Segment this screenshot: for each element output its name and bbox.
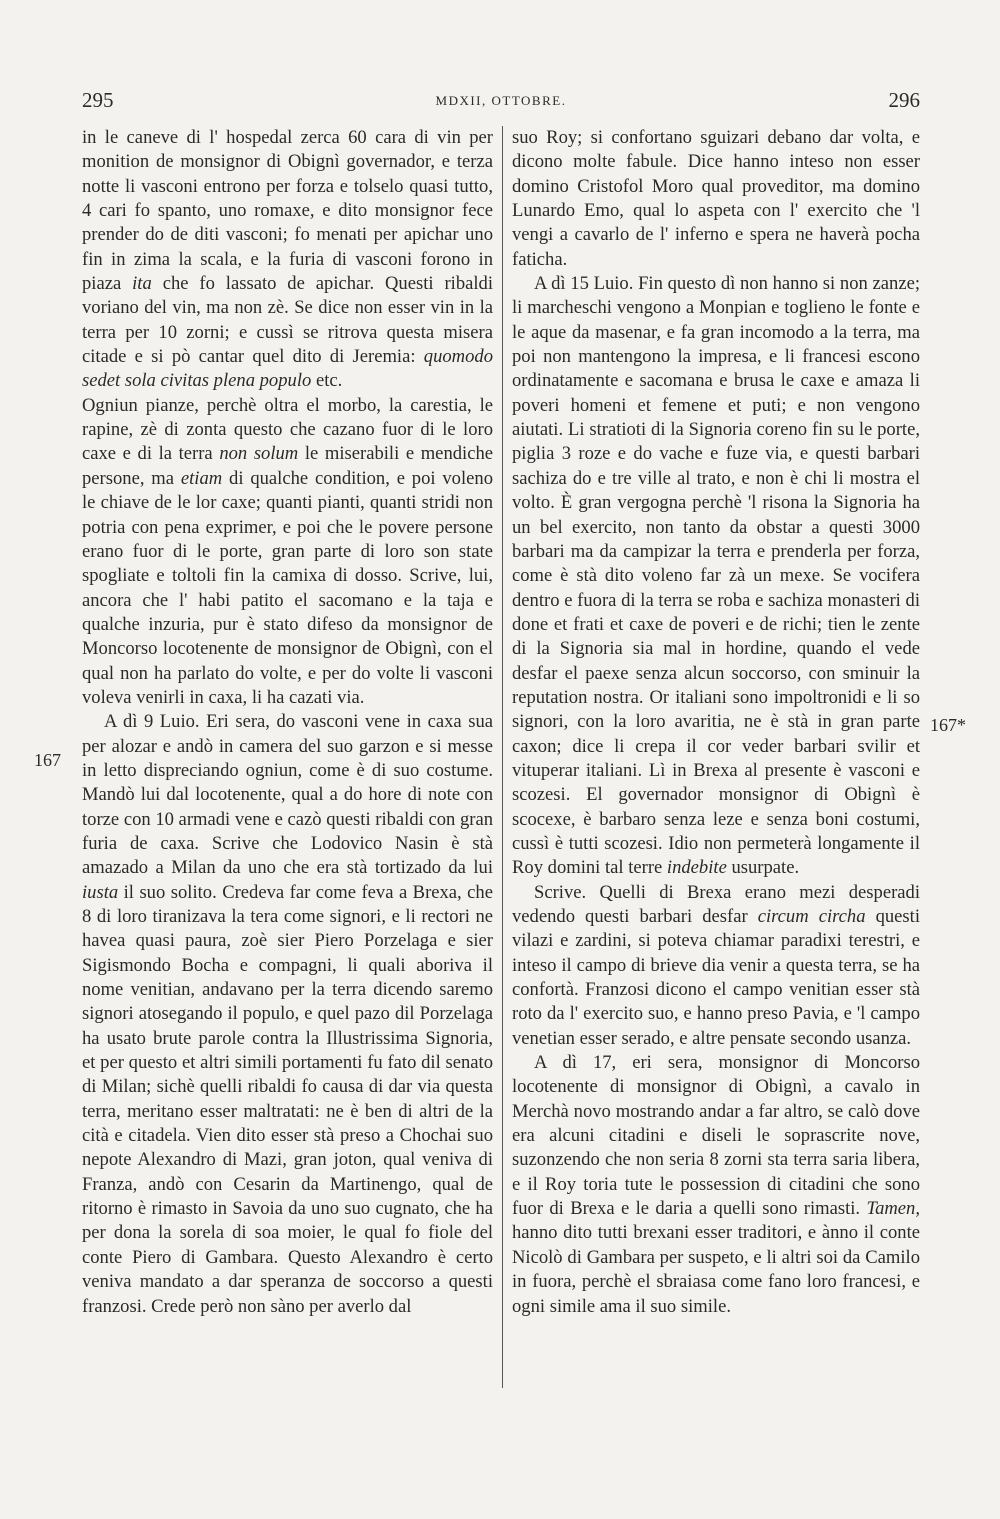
italic-text: Tamen, [866, 1198, 920, 1220]
right-page-number: 296 [888, 88, 920, 112]
left-page-number: 295 [82, 88, 114, 112]
paragraph [512, 881, 920, 1051]
text-run: Ogniun pianze, perchè oltra el morbo, la carestia, le rapine, zè di zonta questo che cazano fuor di le loro caxe e di la terra [82, 394, 493, 465]
text-run: hanno dito tutti brexani esser traditori, e ànno il conte Nicolò di Gambara per suspeto, e li altri soi da Camilo in fuora, perchè el sbraiasa come fano loro francesi, e ogni simile ama il suo simile. [512, 1222, 920, 1317]
paragraph [512, 1051, 920, 1319]
right-column [512, 126, 920, 1319]
page-header [82, 88, 920, 116]
italic-text: non solum [219, 443, 299, 465]
text-run: in le caneve di l' hospedal zerca 60 cara di vin per monition de monsignor di Obignì governador, e terza notte li vasconi entrono per forza e tolselo quasi tutto, 4 cari fo spanto, uno romaxe, e dito monsignor fece prender do de diti vasconi; fo menati per apichar uno fin in zima la scala, e la furia di vasconi forono in piaza [82, 127, 493, 295]
running-title: MDXII, OTTOBRE. [435, 93, 567, 108]
text-run: A dì 9 Luio. Eri sera, do vasconi vene in caxa sua per alozar e andò in camera del suo garzon e si messe in letto dispreciando ogniun, come è di suo costume. Mandò lui dal locotenente, qual a do hore di note con torze con 10 armadi vene e cazò questi ribaldi con gran furia de caxa. Scrive che Lodovico Nasin è stà amazado a Milan da uno che era stà tortizado da lui [82, 711, 493, 879]
text-run: di qualche condition, e poi voleno le chiave de le lor caxe; quanti pianti, quanti stridi non potria con pena exprimer, e poi che le povere persone erano fuor di le porte, gran parte di loro son state spogliate e toltoli fin la camixa di dosso. Scrive, lui, ancora che l' habi patito el sacomano e la taja e qualche inzuria, pur è stato difeso da monsignor de Moncorso locotenente de monsignor de Obignì, con el qual non ha parlato do volte, e per do volte li vasconi voleva venirli in caxa, li ha cazati via. [82, 467, 493, 708]
text-run: il suo solito. Credeva far come feva a Brexa, che 8 di loro tiranizava la tera come signori, e li rectori ne havea quasi paura, zoè sier Piero Porzelaga e sier Sigismondo Bocha e compagni, li quali aboriva il nome venitian, andavano per la terra dicendo saremo signori atosegando il populo, e quel pazo dil Porzelaga ha usato brute parole contra la Illustrissima Signoria, et per questo et altri simili portamenti fu fato dil senato di Milan; sichè quelli ribaldi fo causa di dar via questa terra, meritano esser maltratati: ne è ben di altri de la cità e citadela. Vien dito esser stà preso a Chochai suo nepote Alexandro di Mazi, gran joton, qual veniva di Franza, andò con Cesarin da Martinengo, qual de ritorno è rimasto in Savoia da uno suo cugnato, che ha per dona la sorela di soa moier, le qual fo fiole del conte Piero di Gambara. Questo Alexandro è certo veniva mandato a dar speranza de soccorso a questi franzosi. Crede però non sàno per averlo dal [82, 881, 493, 1317]
italic-text: etiam [180, 467, 223, 489]
column-divider [502, 126, 503, 1388]
italic-text: iusta [82, 881, 119, 903]
paragraph [82, 710, 493, 1319]
text-run: A dì 15 Luio. Fin questo dì non hanno si non zanze; li marcheschi vengono a Monpian e toglieno le fonte e le aque da masenar, e fa gran incomodo a la terra, ma poi non mantengono la impresa, e li francesi escono ordinatamente e sacomana e brusa le caxe e amaza li poveri homeni et femene et puti; e non vengono aiutati. Li stratioti di la Signoria coreno fin su le porte, piglia 3 roze e do vache e fuze via, e questi barbari sachiza do e tre ville al trato, e non è chi li mostra el volto. È gran vergogna perchè 'l risona la Signoria ha un bel exercito, non tanto da obstar a questi 3000 barbari ma da campizar la terra e prenderla per forza, come è stà dito voleno far zà un mexe. Se vocifera dentro e fuora di la terra se roba e sachiza monasteri di done et frati et caxe de poveri e de richi; tien le zente di la Signoria sia mal in hordine, quando el vede desfar el paexe senza alcun soccorso, con sminuir la reputation nostra. Or italiani sono impoltronidi e li so signori, con la loro avaritia, ne è stà in gran parte caxon; dice li crepa il cor veder barbari svilir et vituperar italiani. Lì in Brexa al presente è vasconi e scozesi. El governador monsignor di Obignì è scocexe, è barbaro senza leze e senza boni costumi, cussì è tutti scozesi. Idio non permeterà longamente il Roy domini tal terre [512, 273, 920, 879]
text-run: questi vilazi e zardini, si poteva chiamar paradixi terestri, e inteso il campo di brieve dia venir a questa terra, se ha confortà. Franzosi dicono el campo venitian esser stà roto da l' exercito suo, e hanno preso Pavia, e 'l campo venetian esser serado, e altre pensate secondo usanza. [512, 906, 920, 1049]
text-run: le miserabili e mendiche persone, ma [82, 443, 493, 489]
italic-text: circum circha [757, 906, 866, 927]
text-run: usurpate. [726, 857, 800, 879]
italic-text: quomodo sedet sola civitas plena populo [82, 346, 493, 392]
italic-text: indebite [666, 857, 727, 879]
margin-number-right: 167* [930, 715, 966, 735]
text-run: che fo lassato de apichar. Questi ribaldi voriano del vin, ma non zè. Se dice non esser vin in la terra per 10 zorni; e cussì se ritrova questa misera citade e si pò cantar quel dito di Jeremia: [82, 273, 493, 368]
paragraph [82, 126, 493, 394]
text-run: A dì 17, eri sera, monsignor di Moncorso locotenente di monsignor di Obignì, a cavalo in Merchà novo mostrando andar a far altro, se calò dove era alcuni citadini e diseli le soprascrite nove, suzonzendo che non seria 8 zorni sta terra saria libera, e il Roy toria tute le possession di citadini che sono fuor di Brexa e le daria a quelli sono rimasti. [512, 1052, 920, 1220]
paragraph [512, 272, 920, 881]
margin-number-left: 167 [34, 750, 61, 770]
italic-text: ita [132, 273, 152, 295]
text-run: Scrive. Quelli di Brexa erano mezi desperadi vedendo questi barbari desfar [512, 881, 920, 927]
paragraph [82, 394, 493, 710]
paragraph [512, 126, 920, 272]
text-run: suo Roy; si confortano sguizari debano dar volta, e dicono molte fabule. Dice hanno inteso non esser domino Cristofol Moro qual proveditor, ma domino Lunardo Emo, qual lo aspeta con l' exercito che 'l vengi a cavarlo de l' inferno e spera ne haverà pocha faticha. [512, 127, 920, 270]
left-column [82, 126, 493, 1319]
text-run: etc. [311, 370, 343, 392]
